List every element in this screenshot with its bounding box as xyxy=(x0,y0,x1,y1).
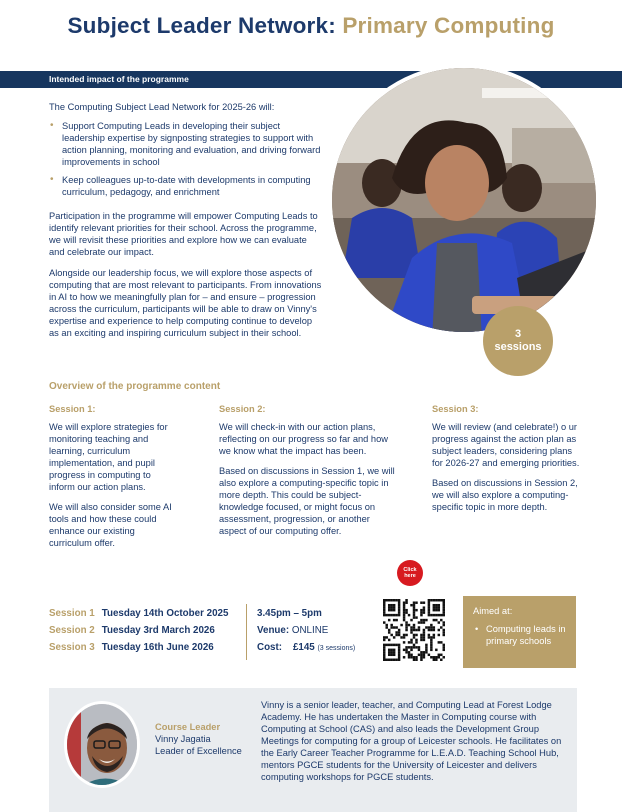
list-item xyxy=(473,623,566,647)
intro-paragraph-1: Participation in the programme will empower Computing Leads to identify relevant priorities for their school. Across the programme, we will revisit these priorities and explore how we can evaluate and celebrate our impact. xyxy=(49,211,318,257)
intro-bullets xyxy=(49,120,324,204)
session-text: Based on discussions in Session 1, we will also explore a computing-specific topic in more depth. This could be subject-knowledge focused, or might focus on assessment, progression, or another aspect of our computing offer. xyxy=(219,466,395,536)
avatar xyxy=(64,701,140,788)
session-1-content xyxy=(49,421,179,557)
session-dates xyxy=(49,605,228,656)
aimed-at-box xyxy=(463,596,576,668)
aimed-item: Computing leads in primary schools xyxy=(486,624,566,646)
sessions-badge xyxy=(483,306,553,376)
band-label: Intended impact of the programme xyxy=(49,74,189,84)
click-line-2: here xyxy=(404,573,416,579)
time-value: 3.45pm – 5pm xyxy=(257,608,322,619)
session-text: We will review (and celebrate!) o ur progress against the action plan as subject leaders, considering plans for 2026-27 and emerging priorities. xyxy=(432,422,580,468)
overview-heading: Overview of the programme content xyxy=(49,381,221,392)
leader-info xyxy=(155,721,242,757)
click-line-1: Click xyxy=(403,566,417,573)
cost-value: £145 xyxy=(292,642,315,653)
session-text: Based on discussions in Session 2, we will also explore a computing-specific topic in more depth. xyxy=(432,478,578,512)
session-3-content xyxy=(432,421,584,521)
click-here-button[interactable] xyxy=(397,560,423,586)
session-info xyxy=(257,605,355,657)
session-2-content xyxy=(219,421,396,545)
list-item xyxy=(49,174,324,198)
page-title xyxy=(0,13,622,39)
date-row xyxy=(49,622,228,639)
date-row xyxy=(49,639,228,656)
cost-label: Cost: xyxy=(257,642,283,653)
bullet-dot-icon: • xyxy=(50,120,54,131)
date-session-label: Session 3 xyxy=(49,642,95,653)
leader-title: Leader of Excellence xyxy=(155,746,242,756)
bullet-text: Keep colleagues up-to-date with developments in computing curriculum, pedagogy, and enrichment xyxy=(62,175,311,197)
session-text: We will explore strategies for monitoring teaching and learning, curriculum implementation, and pupil progress in computing to inform our action plans. xyxy=(49,422,168,492)
date-value: Tuesday 3rd March 2026 xyxy=(101,625,215,636)
intro-lead: The Computing Subject Lead Network for 2025-26 will: xyxy=(49,102,275,112)
badge-label: sessions xyxy=(494,341,542,353)
venue-value: ONLINE xyxy=(291,625,329,636)
bullet-dot-icon: • xyxy=(50,174,54,185)
qr-code-icon xyxy=(383,599,445,661)
bullet-dot-icon: • xyxy=(475,624,479,634)
list-item xyxy=(49,120,324,168)
leader-role: Course Leader xyxy=(155,722,221,732)
leader-name: Vinny Jagatia xyxy=(155,734,211,744)
venue-label: Venue: xyxy=(257,625,290,636)
session-1-heading: Session 1: xyxy=(49,404,96,414)
badge-number: 3 xyxy=(514,328,522,340)
session-2-heading: Session 2: xyxy=(219,404,266,414)
session-text: We will also consider some AI tools and how these could enhance our existing curriculum offer. xyxy=(49,502,172,548)
classroom-photo xyxy=(328,64,600,336)
date-value: Tuesday 16th June 2026 xyxy=(101,642,214,653)
qr-code[interactable] xyxy=(383,599,445,661)
title-part-1: Subject Leader Network: xyxy=(67,13,336,38)
title-part-2: Primary Computing xyxy=(342,13,555,38)
leader-bio: Vinny is a senior leader, teacher, and Computing Lead at Forest Lodge Academy. He has undertaken the Master in Computing course with Computing at School (CAS) and also leads the Development Group Meetings for computing for a group of Leicester schools. He facilitates on the Early Career Teacher Programme for L.E.A.D. Teaching School Hub, mentors PGCE students for the University of Leicester and delivers computing workshops for PGCE students. xyxy=(261,700,562,782)
date-session-label: Session 1 xyxy=(49,608,95,619)
intro-paragraph-2: Alongside our leadership focus, we will explore those aspects of computing that are most relevant to participants. From innovations in AI to how we meaningfully plan for – and ensure – progression across the curriculum, participants will be able to draw on Vinny's expertise and experience to help computing continue to develop as an exciting and inspiring curriculum subject in their school. xyxy=(49,268,322,338)
aimed-heading: Aimed at: xyxy=(473,606,513,616)
bullet-text: Support Computing Leads in developing their subject leadership expertise by signposting strategies to support with action planning, monitoring and evaluation, and driving forward improvements in school xyxy=(62,121,321,167)
divider xyxy=(246,604,247,660)
cost-note: (3 sessions) xyxy=(317,645,356,652)
date-session-label: Session 2 xyxy=(49,625,95,636)
session-text: We will check-in with our action plans, reflecting on our progress so far and how we know what the impact has been. xyxy=(219,422,388,456)
date-row xyxy=(49,605,228,622)
date-value: Tuesday 14th October 2025 xyxy=(101,608,229,619)
session-3-heading: Session 3: xyxy=(432,404,479,414)
